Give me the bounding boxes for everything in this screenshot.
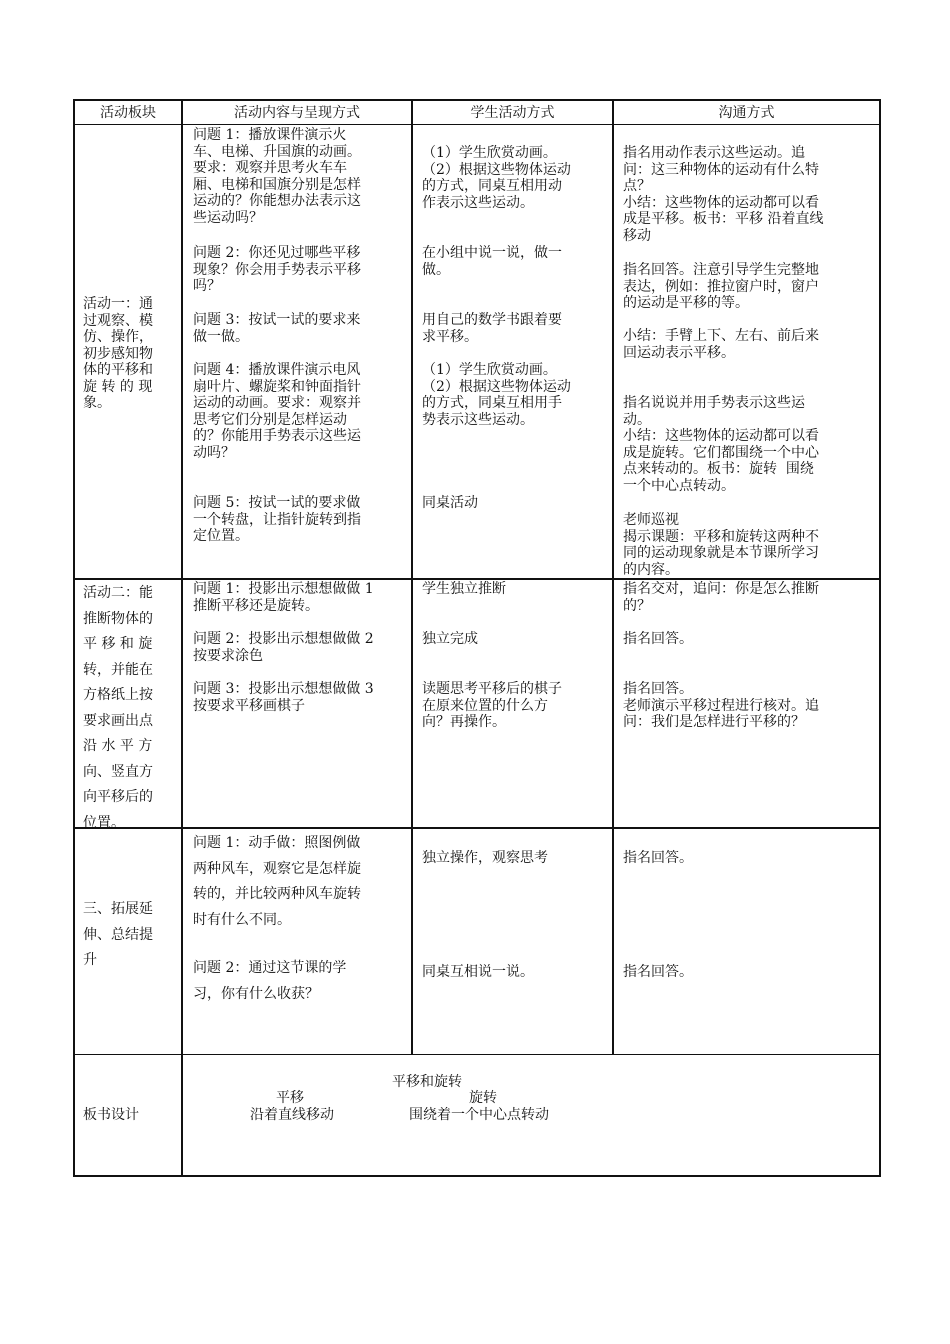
row1-block: 活动一：通 过观察、模 仿、操作， 初步感知物 体的平移和 旋 转 的 现 象。 — [83, 296, 153, 411]
row-divider-1 — [73, 578, 881, 580]
row3-student-2: 同桌互相说一说。 — [422, 964, 534, 980]
header-divider — [73, 124, 881, 125]
row1-student-4: （1）学生欣赏动画。 （2）根据这些物体运动 的方式，同桌互相用手 势表示这些运动。 — [422, 362, 571, 428]
row2-student-2: 独立完成 — [422, 631, 478, 647]
row2-content-q3: 问题 3：投影出示想想做做 3 按要求平移画棋子 — [193, 681, 374, 714]
row-divider-2 — [73, 827, 881, 829]
row1-comm-5: 老师巡视 揭示课题：平移和旋转这两种不 同的运动现象就是本节课所学习 的内容。 — [623, 512, 819, 578]
row3-content-q1: 问题 1：动手做：照图例做 两种风车，观察它是怎样旋 转的，并比较两种风车旋转 时有什么不同。 — [193, 835, 361, 928]
row2-comm-3: 指名回答。 老师演示平移过程进行核对。追 问：我们是怎样进行平移的？ — [623, 681, 819, 730]
row1-content-q3: 问题 3：按试一试的要求来 做一做。 — [193, 312, 361, 345]
row3-comm-1: 指名回答。 — [623, 850, 693, 866]
row1-student-3: 用自己的数学书跟着要 求平移。 — [422, 312, 562, 345]
row2-content-q2: 问题 2：投影出示想想做做 2 按要求涂色 — [193, 631, 374, 664]
header-comm: 沟通方式 — [718, 105, 775, 121]
board-label: 板书设计 — [83, 1107, 139, 1123]
col-divider-2 — [411, 99, 413, 1055]
row1-content-q1: 问题 1：播放课件演示火 车、电梯、升国旗的动画。 要求：观察并思考火车车 厢、电梯和国旗分别是怎样 运动的？你能想办法表示这 些运动吗？ — [193, 127, 361, 226]
row2-comm-1: 指名交对，追问：你是怎么推断 的？ — [623, 581, 819, 614]
col-divider-3 — [612, 99, 614, 1055]
row1-comm-4: 指名说说并用手势表示这些运 动。 小结：这些物体的运动都可以看 成是旋转。它们都围绕一个中心 点来转动的。板书：旋转 围绕 一个中心点转动。 — [623, 395, 819, 494]
row1-student-1: （1）学生欣赏动画。 （2）根据这些物体运动 的方式，同桌互相用动 作表示这些运动。 — [422, 145, 571, 211]
row1-content-q5: 问题 5：按试一试的要求做 一个转盘，让指针旋转到指 定位置。 — [193, 495, 361, 544]
table-border-top — [73, 99, 881, 101]
row1-student-5: 同桌活动 — [422, 495, 478, 511]
row2-comm-2: 指名回答。 — [623, 631, 693, 647]
row3-comm-2: 指名回答。 — [623, 964, 693, 980]
row2-student-1: 学生独立推断 — [422, 581, 506, 597]
row2-block: 活动二：能 推断物体的 平 移 和 旋 转，并能在 方格纸上按 要求画出点 沿 水 平 方 向、竖直方 向平移后的 位置。 — [83, 585, 153, 831]
table-border-bottom — [73, 1175, 881, 1177]
row1-content-q4: 问题 4：播放课件演示电风 扇叶片、螺旋桨和钟面指针 运动的动画。要求：观察并 思考它们分别是怎样运动 的？你能用手势表示这些运 动吗？ — [193, 362, 361, 461]
board-right-head: 旋转 — [469, 1090, 497, 1106]
header-content: 活动内容与呈现方式 — [234, 105, 360, 121]
row3-block: 三、拓展延 伸、总结提 升 — [83, 901, 153, 968]
col-divider-1 — [181, 99, 183, 1177]
row2-content-q1: 问题 1：投影出示想想做做 1 推断平移还是旋转。 — [193, 581, 374, 614]
row1-comm-3: 小结：手臂上下、左右、前后来 回运动表示平移。 — [623, 328, 819, 361]
row-divider-3 — [73, 1054, 881, 1055]
header-student: 学生活动方式 — [470, 105, 555, 121]
row3-student-1: 独立操作，观察思考 — [422, 850, 548, 866]
board-left-head: 平移 — [276, 1090, 304, 1106]
row3-content-q2: 问题 2：通过这节课的学 习，你有什么收获？ — [193, 960, 347, 1002]
row2-student-3: 读题思考平移后的棋子 在原来位置的什么方 向？再操作。 — [422, 681, 562, 730]
board-title: 平移和旋转 — [392, 1074, 462, 1090]
board-right-body: 围绕着一个中心点转动 — [409, 1107, 549, 1123]
header-block: 活动板块 — [100, 105, 156, 121]
row1-comm-1: 指名用动作表示这些运动。追 问：这三种物体的运动有什么特 点？ 小结：这些物体的运动都可以看 成是平移。板书：平移 沿着直线 移动 — [623, 145, 824, 244]
table-border-left — [73, 99, 75, 1177]
row1-student-2: 在小组中说一说，做一 做。 — [422, 245, 562, 278]
row1-comm-2: 指名回答。注意引导学生完整地 表达，例如：推拉窗户时，窗户 的运动是平移的等。 — [623, 262, 819, 311]
table-border-right — [879, 99, 881, 1177]
row1-content-q2: 问题 2：你还见过哪些平移 现象？你会用手势表示平移 吗？ — [193, 245, 361, 294]
board-left-body: 沿着直线移动 — [250, 1107, 334, 1123]
